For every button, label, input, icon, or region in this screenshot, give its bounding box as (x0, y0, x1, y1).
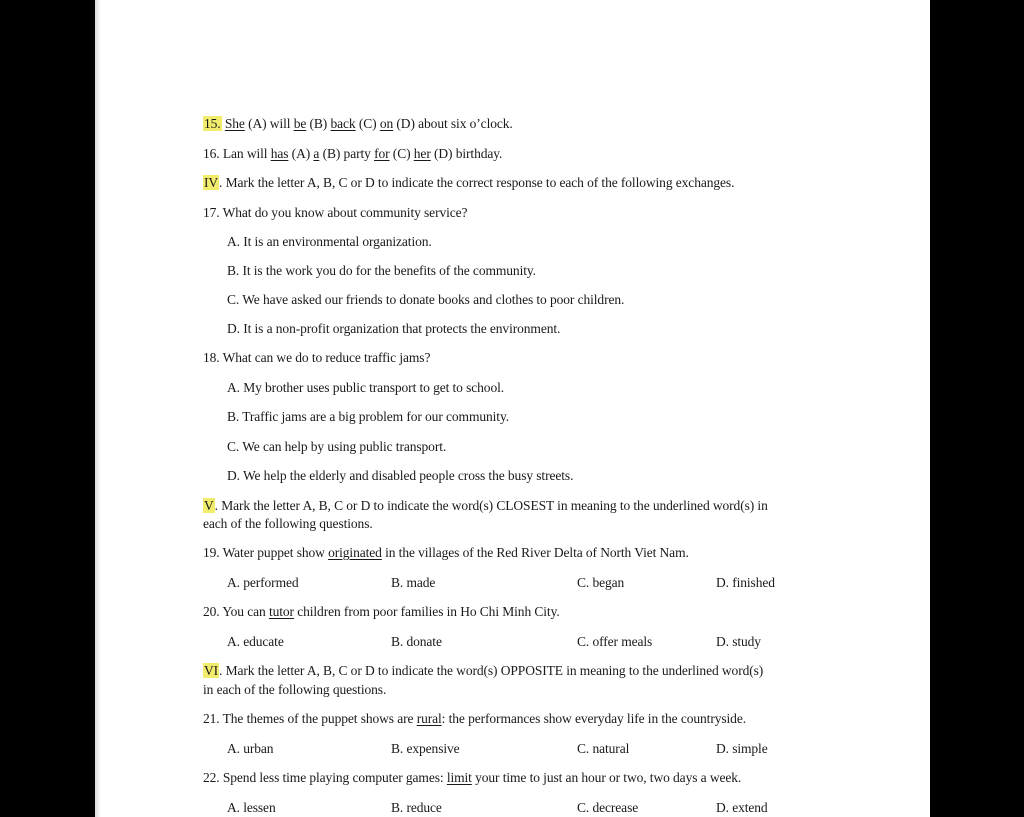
section-v-heading: V. Mark the letter A, B, C or D to indicate the word(s) CLOSEST in meaning to the underlined word(s) in (204, 498, 768, 513)
option-21-b: B. expensive (391, 741, 460, 756)
option-20-a: A. educate (227, 634, 284, 649)
question-19: 19. Water puppet show originated in the villages of the Red River Delta of North Viet Nam. (203, 545, 689, 560)
option-21-a: A. urban (227, 741, 274, 756)
option-18-d: D. We help the elderly and disabled people cross the busy streets. (227, 468, 574, 483)
question-18: 18. What can we do to reduce traffic jams? (203, 350, 431, 365)
section-number: VI (204, 663, 219, 678)
question-16: 16. Lan will has (A) a (B) party for (C) her (D) birthday. (203, 146, 503, 161)
option-20-c: C. offer meals (577, 634, 653, 649)
section-v-heading-cont: each of the following questions. (203, 516, 373, 531)
question-20: 20. You can tutor children from poor families in Ho Chi Minh City. (203, 604, 560, 619)
section-number: IV (204, 175, 219, 190)
option-19-d: D. finished (716, 575, 775, 590)
option-18-a: A. My brother uses public transport to get to school. (227, 380, 505, 395)
option-17-c: C. We have asked our friends to donate books and clothes to poor children. (227, 292, 625, 307)
option-18-c: C. We can help by using public transport. (227, 439, 447, 454)
option-17-d: D. It is a non-profit organization that protects the environment. (227, 321, 561, 336)
section-vi-heading-cont: in each of the following questions. (203, 682, 387, 697)
option-22-b: B. reduce (391, 800, 442, 815)
section-vi-heading: VI. Mark the letter A, B, C or D to indicate the word(s) OPPOSITE in meaning to the underlined word(s) (204, 663, 764, 678)
option-18-b: B. Traffic jams are a big problem for our community. (227, 409, 509, 424)
question-17: 17. What do you know about community service? (203, 205, 468, 220)
option-22-c: C. decrease (577, 800, 639, 815)
section-iv-heading: IV. Mark the letter A, B, C or D to indicate the correct response to each of the following exchanges. (204, 175, 735, 190)
option-22-a: A. lessen (227, 800, 276, 815)
option-21-c: C. natural (577, 741, 630, 756)
highlighted-number: 15. (204, 116, 221, 131)
option-21-d: D. simple (716, 741, 768, 756)
question-21: 21. The themes of the puppet shows are rural: the performances show everyday life in the countryside. (203, 711, 746, 726)
option-19-b: B. made (391, 575, 436, 590)
page-edge-shadow (95, 0, 101, 817)
option-17-b: B. It is the work you do for the benefits of the community. (227, 263, 536, 278)
option-19-a: A. performed (227, 575, 299, 590)
question-22: 22. Spend less time playing computer games: limit your time to just an hour or two, two days a week. (203, 770, 742, 785)
question-15: 15. She (A) will be (B) back (C) on (D) about six o’clock. (204, 116, 513, 131)
option-22-d: D. extend (716, 800, 768, 815)
section-number: V (204, 498, 214, 513)
option-20-d: D. study (716, 634, 761, 649)
option-19-c: C. began (577, 575, 625, 590)
option-20-b: B. donate (391, 634, 442, 649)
option-17-a: A. It is an environmental organization. (227, 234, 432, 249)
